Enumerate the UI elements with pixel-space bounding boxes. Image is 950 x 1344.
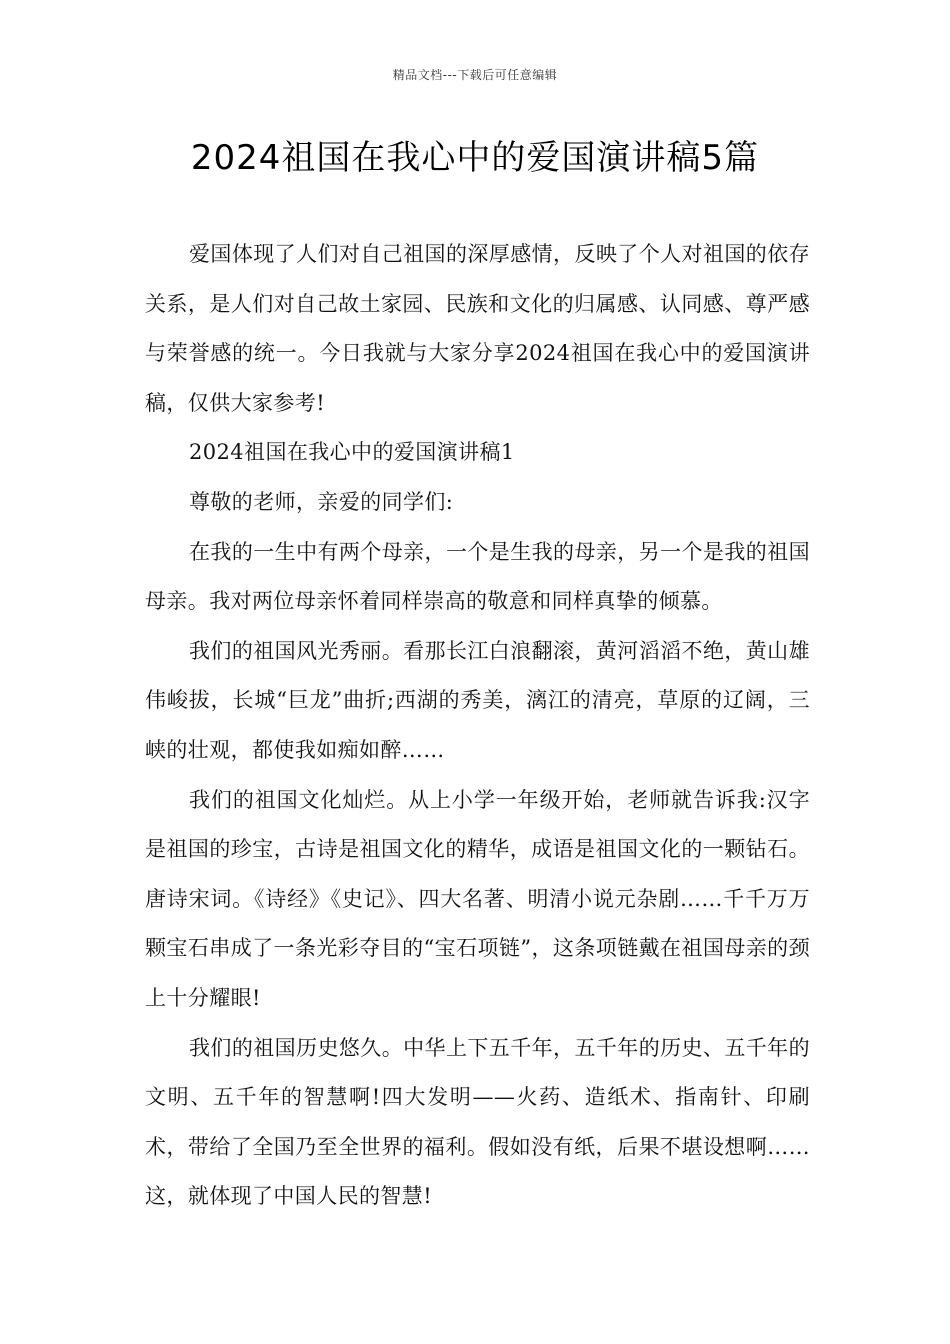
body-paragraph: 我们的祖国文化灿烂。从上小学一年级开始，老师就告诉我:汉字是祖国的珍宝，古诗是祖国文化的精华，成语是祖国文化的一颗钻石。唐诗宋词。《诗经》《史记》、四大名著、明清小说元杂剧……千千万万颗宝石串成了一条光彩夺目的“宝石项链”，这条项链戴在祖国母亲的颈上十分耀眼! bbox=[145, 787, 810, 1010]
header-note: 精品文档---下载后可任意编辑 bbox=[392, 68, 558, 82]
speech-heading: 2024祖国在我心中的爱国演讲稿1 bbox=[189, 440, 515, 465]
intro-paragraph: 爱国体现了人们对自己祖国的深厚感情，反映了个人对祖国的依存关系，是人们对自己故土家园、民族和文化的归属感、认同感、尊严感与荣誉感的统一。今日我就与大家分享2024祖国在我心中的爱国演讲稿，仅供大家参考! bbox=[145, 242, 810, 415]
body-paragraph: 我们的祖国历史悠久。中华上下五千年，五千年的历史、五千年的文明、五千年的智慧啊!四大发明——火药、造纸术、指南针、印刷术，带给了全国乃至全世界的福利。假如没有纸，后果不堪设想啊……这，就体现了中国人民的智慧! bbox=[145, 1035, 810, 1209]
document-title: 2024祖国在我心中的爱国演讲稿5篇 bbox=[190, 138, 760, 178]
body-paragraph: 在我的一生中有两个母亲，一个是生我的母亲，另一个是我的祖国母亲。我对两位母亲怀着同样崇高的敬意和同样真挚的倾慕。 bbox=[145, 539, 810, 614]
body-paragraph: 我们的祖国风光秀丽。看那长江白浪翻滚，黄河滔滔不绝，黄山雄伟峻拔，长城“巨龙”曲折;西湖的秀美，漓江的清亮，草原的辽阔，三峡的壮观，都使我如痴如醉…… bbox=[145, 638, 810, 762]
salutation: 尊敬的老师，亲爱的同学们: bbox=[189, 489, 454, 514]
document-body bbox=[145, 230, 810, 1222]
